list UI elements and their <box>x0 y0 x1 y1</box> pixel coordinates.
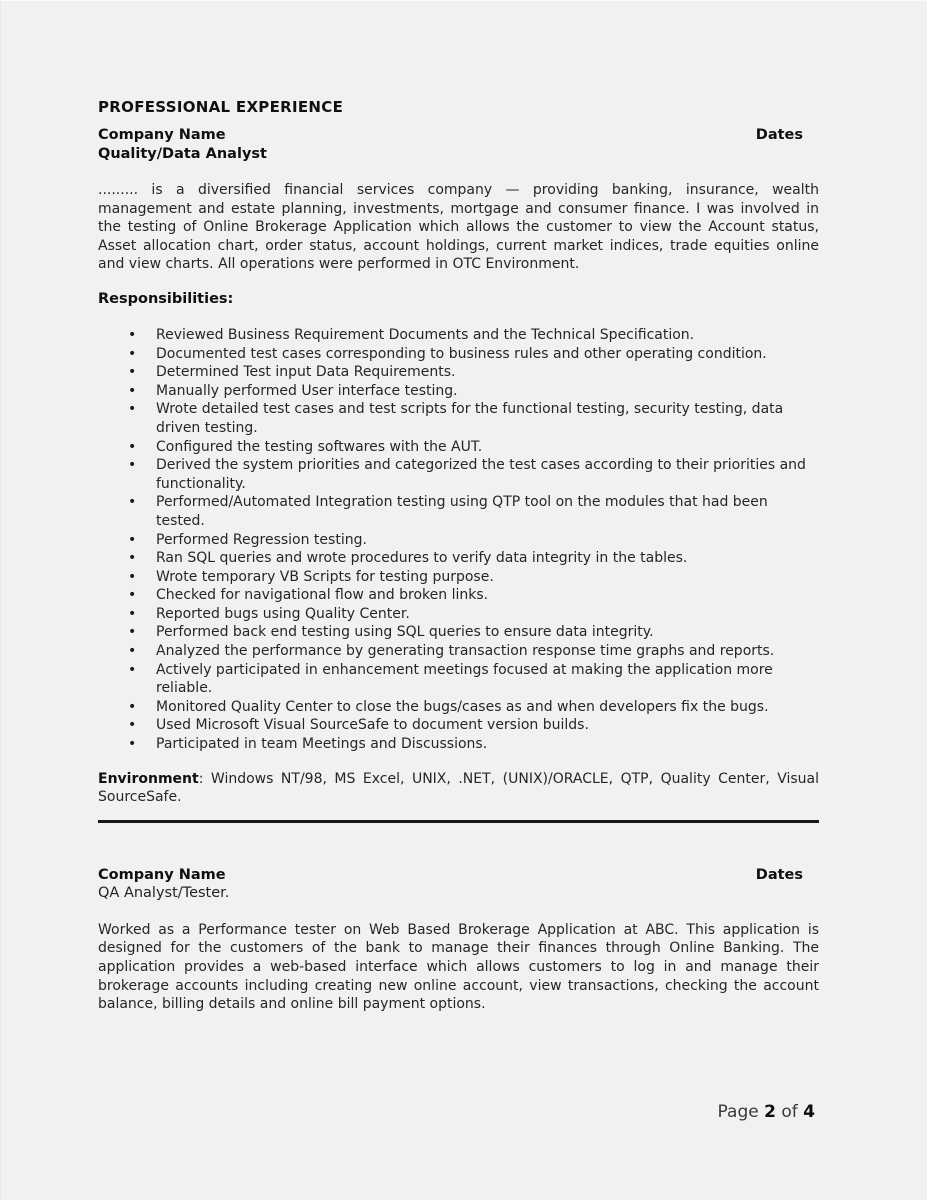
footer-page-label: Page <box>717 1102 759 1122</box>
job1-company-name: Company Name <box>98 127 226 143</box>
job1-title: Quality/Data Analyst <box>98 145 267 162</box>
footer-current-page: 2 <box>764 1102 776 1122</box>
list-item: • Performed/Automated Integration testing using QTP tool on the modules that had been tested. <box>98 493 819 530</box>
section-title: PROFESSIONAL EXPERIENCE <box>98 98 344 116</box>
job2-dates: Dates <box>755 866 803 883</box>
environment-label: Environment <box>98 770 199 787</box>
list-item: • Performed back end testing using SQL queries to ensure data integrity. <box>98 623 819 642</box>
footer-total-pages: 4 <box>803 1102 815 1122</box>
list-item: • Configured the testing softwares with the AUT. <box>98 438 819 457</box>
list-item: • Monitored Quality Center to close the bugs/cases as and when developers fix the bugs. <box>98 698 819 717</box>
job2-summary: Worked as a Performance tester on Web Based Brokerage Application at ABC. This application is designed for the customers of the bank to manage their finances through Online Banking. The application provides a web-based interface which allows customers to log in and manage their brokerage accounts including creating new online account, view transactions, checking the account balance, billing details and online bill payment options. <box>98 921 819 1013</box>
resume-page-content <box>98 98 819 1014</box>
responsibilities-heading: Responsibilities: <box>98 290 234 307</box>
environment-line <box>98 770 819 807</box>
list-item: • Derived the system priorities and categorized the test cases according to their priorities and functionality. <box>98 456 819 493</box>
list-item: • Manually performed User interface testing. <box>98 382 819 401</box>
job2-title: QA Analyst/Tester. <box>98 885 230 902</box>
job1-dates: Dates <box>755 127 803 143</box>
section-divider <box>98 820 819 823</box>
footer-of-label: of <box>781 1102 798 1122</box>
list-item: • Reported bugs using Quality Center. <box>98 605 819 624</box>
list-item: • Wrote temporary VB Scripts for testing purpose. <box>98 568 819 587</box>
list-item: • Analyzed the performance by generating transaction response time graphs and reports. <box>98 642 819 661</box>
list-item: • Checked for navigational flow and broken links. <box>98 586 819 605</box>
list-item: • Documented test cases corresponding to business rules and other operating condition. <box>98 345 819 364</box>
environment-text: : Windows NT/98, MS Excel, UNIX, .NET, (UNIX)/ORACLE, QTP, Quality Center, Visual SourceSafe. <box>98 770 819 806</box>
job2-company-name: Company Name <box>98 866 226 883</box>
list-item: • Actively participated in enhancement meetings focused at making the application more reliable. <box>98 661 819 698</box>
list-item: • Used Microsoft Visual SourceSafe to document version builds. <box>98 716 819 735</box>
list-item: • Performed Regression testing. <box>98 531 819 550</box>
responsibilities-list <box>98 326 819 754</box>
list-item: • Determined Test input Data Requirements. <box>98 363 819 382</box>
list-item: • Wrote detailed test cases and test scripts for the functional testing, security testing, data driven testing. <box>98 400 819 437</box>
page-footer <box>718 1101 815 1123</box>
job1-header <box>98 126 819 145</box>
list-item: • Ran SQL queries and wrote procedures to verify data integrity in the tables. <box>98 549 819 568</box>
job2-header <box>98 866 819 885</box>
list-item: • Participated in team Meetings and Discussions. <box>98 735 819 754</box>
list-item: • Reviewed Business Requirement Documents and the Technical Specification. <box>98 326 819 345</box>
job1-summary: ......... is a diversified financial services company — providing banking, insurance, wealth management and estate planning, investments, mortgage and consumer finance. I was involved in the testing of Online Brokerage Application which allows the customer to view the Account status, Asset allocation chart, order status, account holdings, current market indices, trade equities online and view charts. All operations were performed in OTC Environment. <box>98 182 819 273</box>
